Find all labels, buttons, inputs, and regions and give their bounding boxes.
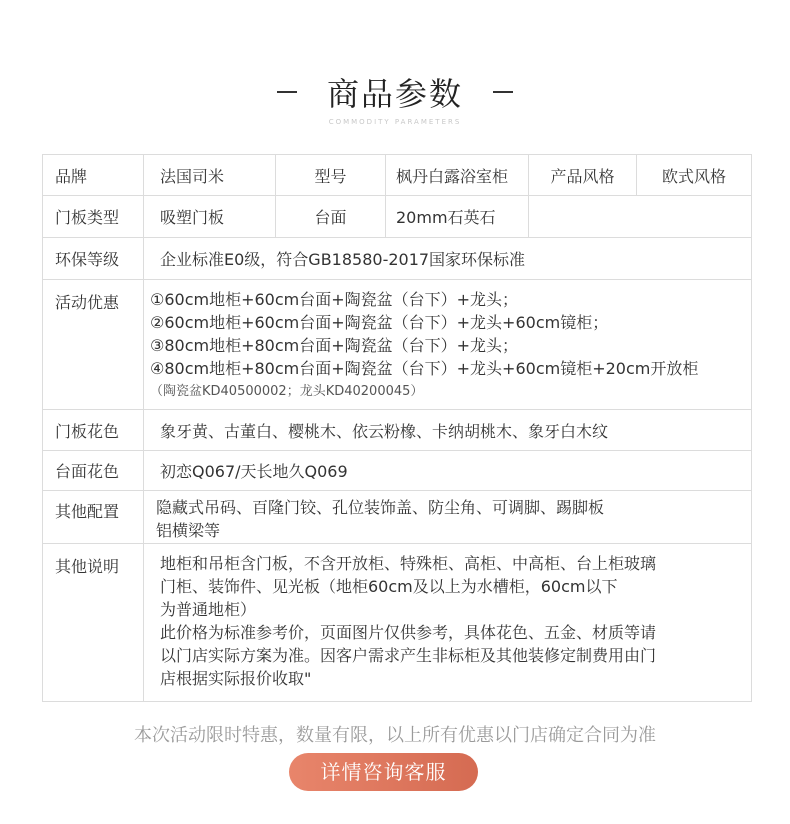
door-color-label: 门板花色 bbox=[43, 410, 144, 451]
countertop-label: 台面 bbox=[276, 196, 386, 238]
model-label: 型号 bbox=[276, 155, 386, 196]
config-line-2: 铝横梁等 bbox=[156, 521, 221, 540]
style-label: 产品风格 bbox=[529, 155, 637, 196]
config-line-1: 隐藏式吊码、百隆门铰、孔位装饰盖、防尘角、可调脚、踢脚板 bbox=[156, 498, 605, 517]
promo-note: （陶瓷盆KD40500002；龙头KD40200045） bbox=[150, 384, 424, 399]
top-color-value: 初恋Q067/天长地久Q069 bbox=[144, 451, 752, 491]
promo-value bbox=[144, 280, 752, 410]
table-row bbox=[43, 451, 752, 491]
config-label: 其他配置 bbox=[43, 491, 144, 544]
table-row bbox=[43, 410, 752, 451]
notes-label: 其他说明 bbox=[43, 544, 144, 702]
model-value: 枫丹白露浴室柜 bbox=[386, 155, 529, 196]
promo-line-4: ④80cm地柜+80cm台面+陶瓷盆（台下）+龙头+60cm镜柜+20cm开放柜 bbox=[150, 359, 699, 378]
table-row bbox=[43, 155, 752, 196]
notes-line-4: 此价格为标准参考价，页面图片仅供参考，具体花色、五金、材质等请 bbox=[160, 623, 657, 642]
promo-line-1: ①60cm地柜+60cm台面+陶瓷盆（台下）+龙头； bbox=[150, 290, 519, 309]
eco-label: 环保等级 bbox=[43, 238, 144, 280]
notes-line-5: 以门店实际方案为准。因客户需求产生非标柜及其他装修定制费用由门 bbox=[160, 646, 657, 665]
config-value bbox=[144, 491, 752, 544]
promo-line-3: ③80cm地柜+80cm台面+陶瓷盆（台下）+龙头； bbox=[150, 336, 519, 355]
promo-line-2: ②60cm地柜+60cm台面+陶瓷盆（台下）+龙头+60cm镜柜； bbox=[150, 313, 609, 332]
title-dash-right bbox=[493, 91, 513, 93]
empty-cell bbox=[529, 196, 752, 238]
brand-label: 品牌 bbox=[43, 155, 144, 196]
table-row bbox=[43, 544, 752, 702]
door-type-value: 吸塑门板 bbox=[144, 196, 276, 238]
table-row bbox=[43, 238, 752, 280]
title-row bbox=[0, 70, 790, 114]
page-subtitle: COMMODITY PARAMETERS bbox=[328, 118, 462, 126]
table-row bbox=[43, 491, 752, 544]
section-header bbox=[0, 70, 790, 130]
eco-value: 企业标准E0级，符合GB18580-2017国家环保标准 bbox=[144, 238, 752, 280]
countertop-value: 20mm石英石 bbox=[386, 196, 529, 238]
contact-service-button[interactable]: 详情咨询客服 bbox=[289, 753, 478, 791]
style-value: 欧式风格 bbox=[637, 155, 752, 196]
top-color-label: 台面花色 bbox=[43, 451, 144, 491]
notes-line-2: 门柜、装饰件、见光板（地柜60cm及以上为水槽柜，60cm以下 bbox=[160, 577, 618, 596]
notes-line-1: 地柜和吊柜含门板，不含开放柜、特殊柜、高柜、中高柜、台上柜玻璃 bbox=[160, 554, 657, 573]
table-row bbox=[43, 196, 752, 238]
page-title: 商品参数 bbox=[326, 75, 463, 113]
footer-note: 本次活动限时特惠，数量有限，以上所有优惠以门店确定合同为准 bbox=[134, 725, 656, 746]
title-dash-left bbox=[277, 91, 297, 93]
table-row bbox=[43, 280, 752, 410]
notes-value bbox=[144, 544, 752, 702]
door-type-label: 门板类型 bbox=[43, 196, 144, 238]
notes-line-6: 店根据实际报价收取" bbox=[160, 669, 312, 688]
brand-value: 法国司米 bbox=[144, 155, 276, 196]
notes-line-3: 为普通地柜） bbox=[160, 600, 257, 619]
parameters-table bbox=[42, 154, 752, 702]
promo-label: 活动优惠 bbox=[43, 280, 144, 410]
door-color-value: 象牙黄、古董白、樱桃木、依云粉橡、卡纳胡桃木、象牙白木纹 bbox=[144, 410, 752, 451]
